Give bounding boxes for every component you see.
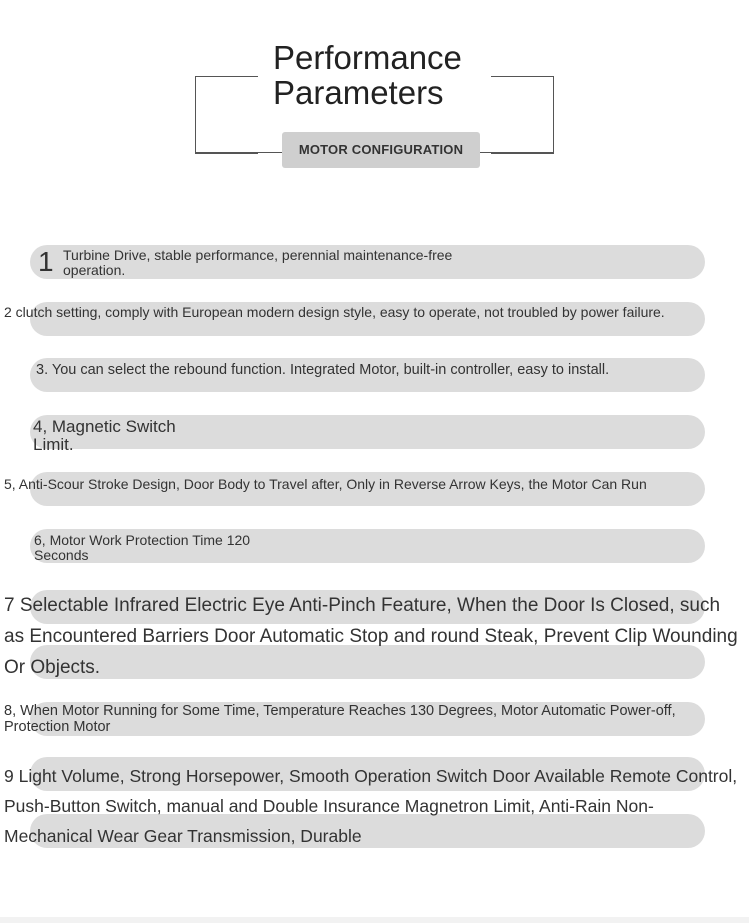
feature-3-text: 3. You can select the rebound function. Integrated Motor, built-in controller, easy to install. bbox=[36, 362, 610, 378]
motor-configuration-badge: MOTOR CONFIGURATION bbox=[282, 132, 480, 168]
feature-9-text: 9 Light Volume, Strong Horsepower, Smooth Operation Switch Door Available Remote Control, Push-Button Switch, manual and Double Insurance Magnetron Limit, Anti-Rain Non-Mechanical Wear Gear Transmission, Durable bbox=[4, 766, 738, 846]
page-title bbox=[273, 40, 462, 110]
feature-4-text: 4, Magnetic Switch Limit. bbox=[33, 417, 176, 454]
feature-1-number: 1 bbox=[38, 246, 54, 277]
feature-8-text: 8, When Motor Running for Some Time, Temperature Reaches 130 Degrees, Motor Automatic Power-off, Protection Motor bbox=[4, 703, 676, 735]
feature-7-text: 7 Selectable Infrared Electric Eye Anti-Pinch Feature, When the Door Is Closed, such as Encountered Barriers Door Automatic Stop and round Steak, Prevent Clip Wounding Or Objects. bbox=[4, 595, 738, 678]
page-title-line1: Performance bbox=[273, 39, 462, 76]
title-frame-left bbox=[195, 76, 258, 154]
feature-2-text: 2 clutch setting, comply with European modern design style, easy to operate, not troubled by power failure. bbox=[4, 304, 665, 320]
bottom-divider bbox=[0, 917, 749, 923]
title-frame-right bbox=[491, 76, 554, 154]
title-frame-bottom-left bbox=[195, 152, 285, 153]
page-title-line2: Parameters bbox=[273, 74, 444, 111]
title-frame-bottom-right bbox=[480, 152, 554, 153]
feature-5-text: 5, Anti-Scour Stroke Design, Door Body to Travel after, Only in Reverse Arrow Keys, the Motor Can Run bbox=[4, 476, 647, 492]
feature-6-text: 6, Motor Work Protection Time 120 Seconds bbox=[34, 532, 251, 563]
feature-1-text: Turbine Drive, stable performance, perennial maintenance-free operation. bbox=[63, 247, 453, 278]
